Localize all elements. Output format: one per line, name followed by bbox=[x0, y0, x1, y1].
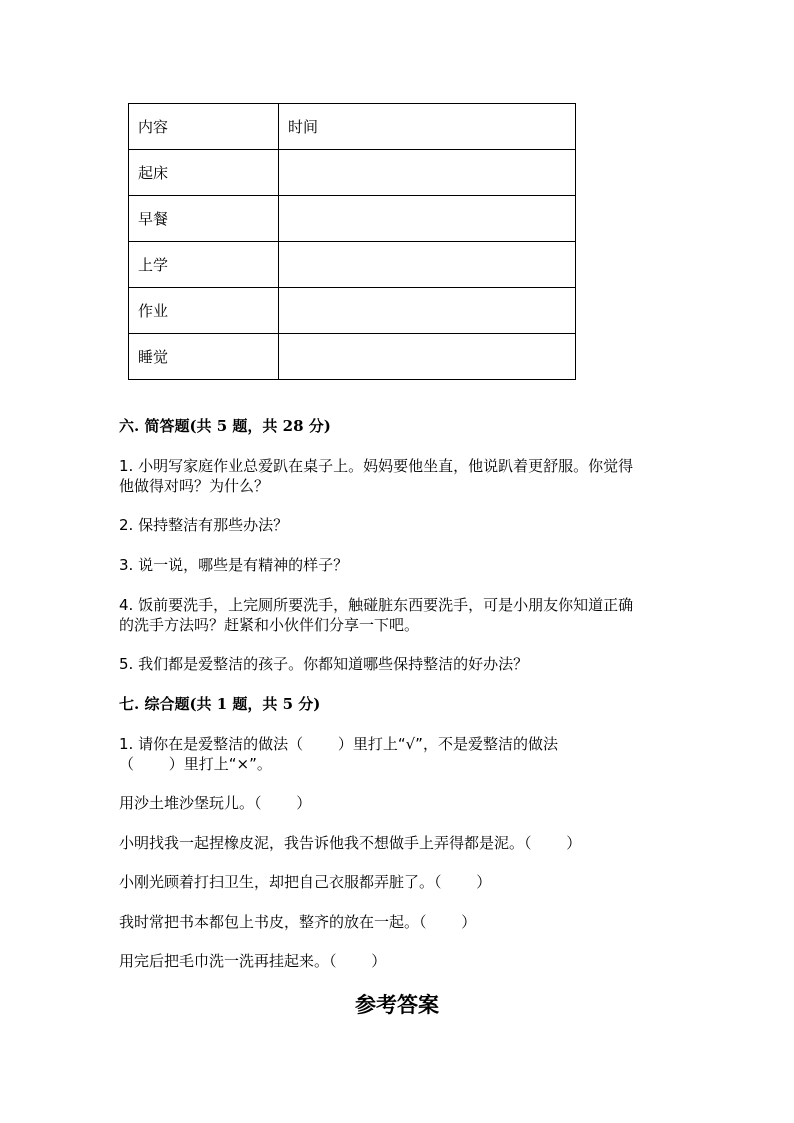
table-row bbox=[129, 150, 576, 196]
judgement-item: 小明找我一起捏橡皮泥，我告诉他我不想做手上弄得都是泥。（ ） bbox=[119, 834, 582, 852]
section-6-heading: 六. 简答题(共 5 题，共 28 分) bbox=[119, 417, 331, 435]
judgement-item: 用沙土堆沙堡玩儿。（ ） bbox=[119, 794, 312, 812]
table-header-cell: 内容 bbox=[129, 104, 279, 150]
table-header-row bbox=[129, 104, 576, 150]
table-cell: 上学 bbox=[129, 242, 279, 288]
table-cell: 早餐 bbox=[129, 196, 279, 242]
table-row bbox=[129, 288, 576, 334]
judgement-item: 我时常把书本都包上书皮，整齐的放在一起。（ ） bbox=[119, 913, 477, 931]
question-7-1-line1: 1. 请你在是爱整洁的做法（ ）里打上“√”，不是爱整洁的做法 bbox=[119, 735, 558, 753]
table-cell bbox=[279, 150, 576, 196]
table-cell: 起床 bbox=[129, 150, 279, 196]
table-row bbox=[129, 196, 576, 242]
judgement-item: 用完后把毛巾洗一洗再挂起来。（ ） bbox=[119, 952, 387, 970]
judgement-item: 小刚光顾着打扫卫生，却把自己衣服都弄脏了。（ ） bbox=[119, 873, 492, 891]
table-cell: 作业 bbox=[129, 288, 279, 334]
question-6-4-line2: 的洗手方法吗？赶紧和小伙伴们分享一下吧。 bbox=[119, 616, 420, 634]
table-header-cell: 时间 bbox=[279, 104, 576, 150]
question-6-2: 2. 保持整洁有那些办法？ bbox=[119, 516, 289, 534]
table-row bbox=[129, 334, 576, 380]
table-cell bbox=[279, 334, 576, 380]
section-7-heading: 七. 综合题(共 1 题，共 5 分) bbox=[119, 695, 321, 713]
question-6-1-line2: 他做得对吗？为什么？ bbox=[119, 477, 270, 495]
question-7-1-line2: （ ）里打上“×”。 bbox=[119, 755, 272, 773]
answer-title: 参考答案 bbox=[355, 992, 439, 1017]
question-6-3: 3. 说一说，哪些是有精神的样子？ bbox=[119, 556, 349, 574]
table-cell bbox=[279, 242, 576, 288]
question-6-4-line1: 4. 饭前要洗手，上完厕所要洗手，触碰脏东西要洗手，可是小朋友你知道正确 bbox=[119, 596, 634, 614]
table-cell bbox=[279, 196, 576, 242]
question-6-1-line1: 1. 小明写家庭作业总爱趴在桌子上。妈妈要他坐直，他说趴着更舒服。你觉得 bbox=[119, 457, 634, 475]
schedule-table bbox=[128, 103, 576, 380]
table-cell bbox=[279, 288, 576, 334]
table-cell: 睡觉 bbox=[129, 334, 279, 380]
table-row bbox=[129, 242, 576, 288]
question-6-5: 5. 我们都是爱整洁的孩子。你都知道哪些保持整洁的好办法？ bbox=[119, 655, 529, 673]
